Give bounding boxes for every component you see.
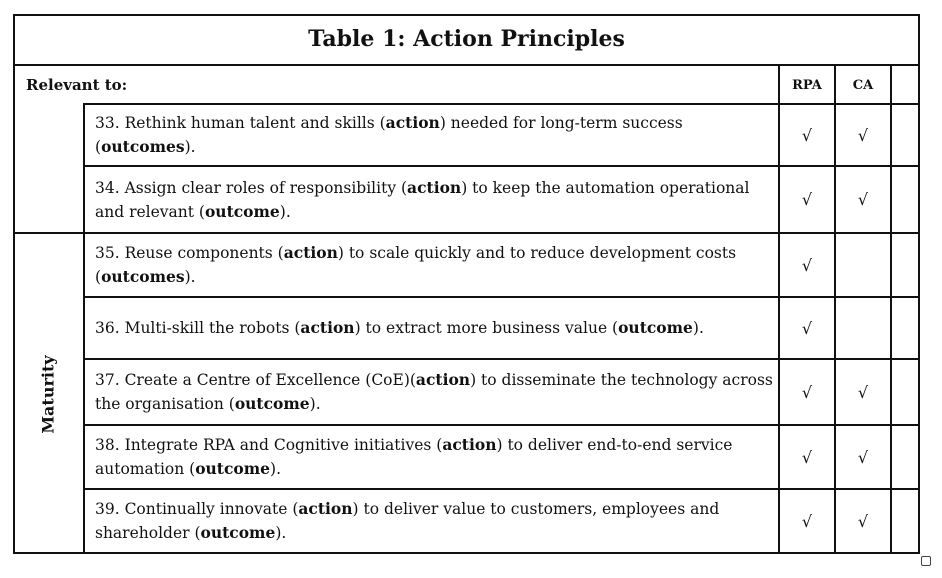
principle-text: 34. Assign clear roles of responsibility (action) to keep the automation operational and relevant (outcome). [95,177,750,221]
relevant-to-label: Relevant to: [26,76,128,94]
ca-check: √ [857,190,869,209]
principle-text: 39. Continually innovate (action) to deliver value to customers, employees and shareholder (outcome). [95,499,720,542]
table-title: Table 1: Action Principles [308,26,625,52]
extra-column-divider [890,64,892,554]
ca-check: √ [857,511,869,531]
maturity-label-text: Maturity [38,354,58,434]
principle-text: 35. Reuse components (action) to scale quickly and to reduce development costs (outcomes). [95,243,737,286]
rpa-check: √ [801,255,813,275]
table-border-right [918,14,920,554]
principle-text: 37. Create a Centre of Excellence (CoE)(action) to disseminate the technology across the organisation (outcome). [95,370,773,413]
ca-check [836,234,890,296]
ca-check [836,298,890,358]
principle-text: 38. Integrate RPA and Cognitive initiatives (action) to deliver end-to-end service automation (outcome). [95,435,733,478]
table-row [95,234,775,296]
rpa-check: √ [801,125,813,145]
table-row [95,360,775,424]
maturity-group-label [13,234,83,554]
label-column-divider [83,103,85,554]
table-border-bottom [13,552,920,554]
action-principles-table [13,14,920,554]
rpa-check: √ [801,318,813,338]
rpa-check: √ [801,382,813,402]
rpa-check: √ [801,190,813,209]
ca-check: √ [857,447,869,467]
table-row [95,298,775,358]
ca-check: √ [857,382,869,402]
principle-text: 33. Rethink human talent and skills (action) needed for long-term success (outcomes). [95,113,683,156]
principle-text: 36. Multi-skill the robots (action) to extract more business value (outcome). [95,318,704,337]
rpa-check: √ [801,447,813,467]
rpa-column-header: RPA [792,77,822,93]
table-row [95,105,775,165]
table-row [95,426,775,488]
rpa-check: √ [801,511,813,531]
table-row [95,167,775,232]
table-row [95,490,775,552]
resize-handle[interactable] [921,556,931,566]
ca-check: √ [857,125,869,145]
ca-column-header: CA [852,77,874,93]
